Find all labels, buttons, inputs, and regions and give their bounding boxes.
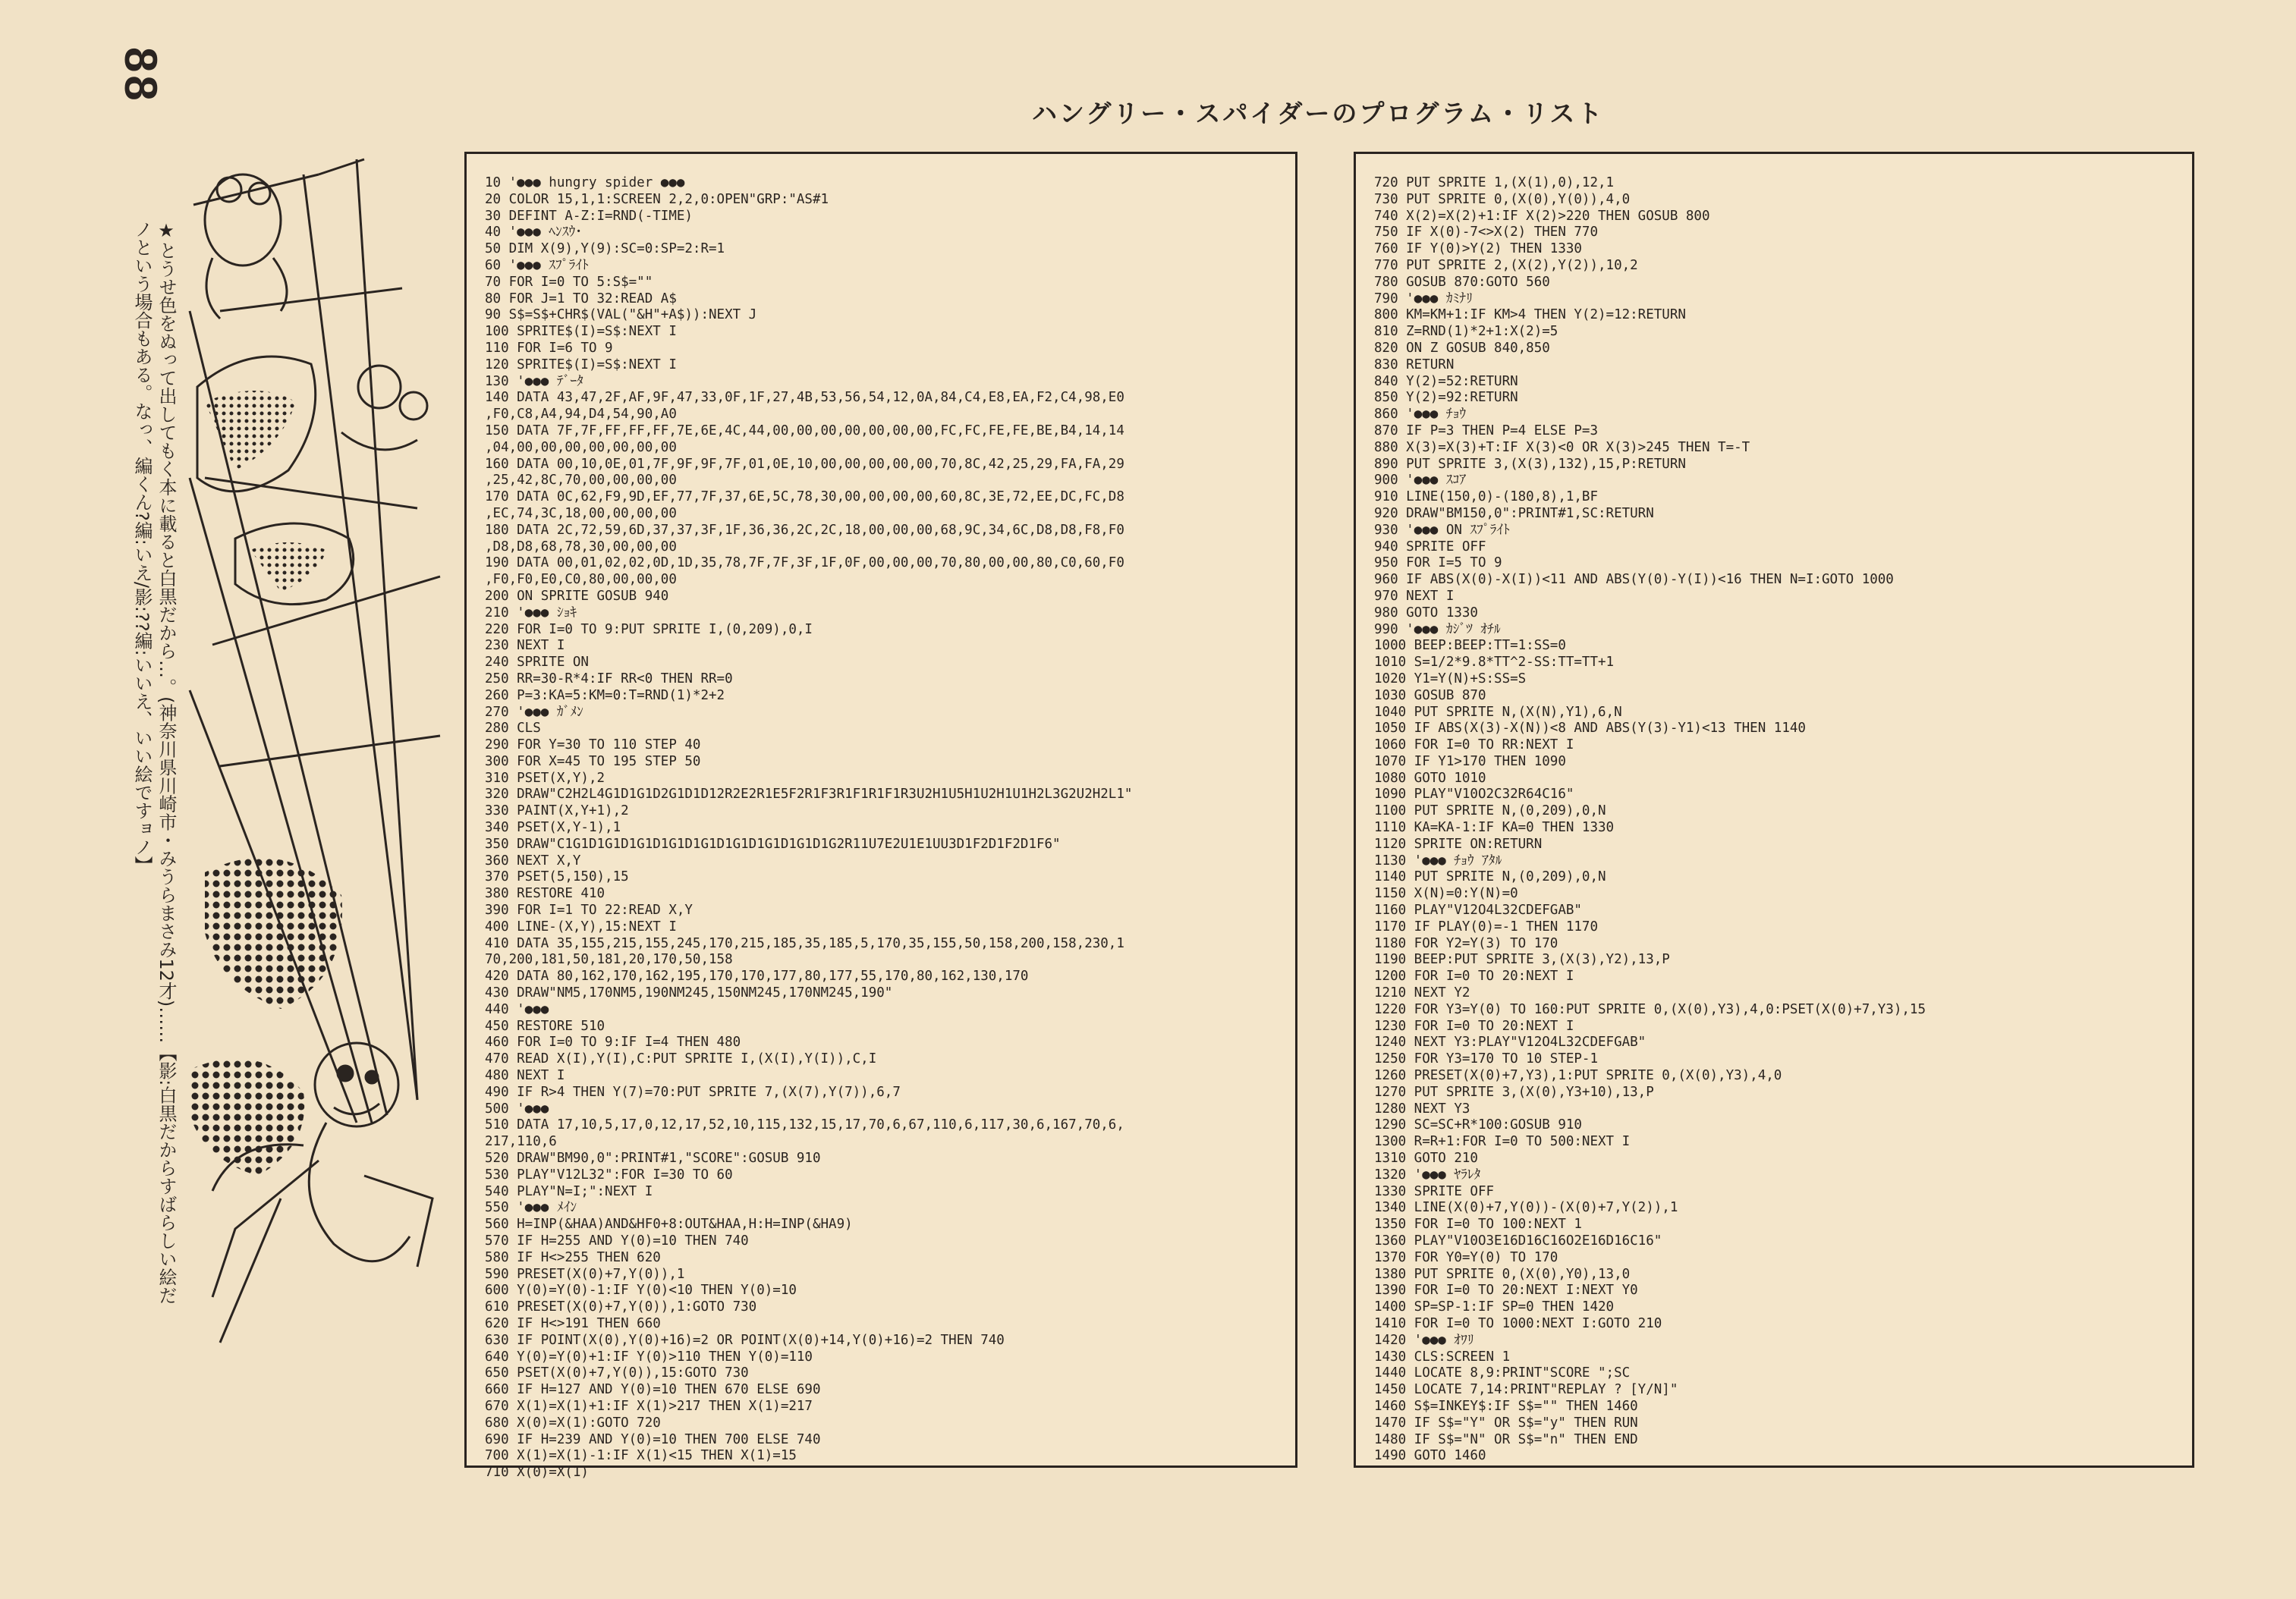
code-line: 10 '●●● hungry spider ●●● — [485, 175, 685, 190]
code-line: 1270 PUT SPRITE 3,(X(0),Y3+10),13,P — [1374, 1084, 1654, 1100]
code-line: 1390 FOR I=0 TO 20:NEXT I:NEXT Y0 — [1374, 1283, 1638, 1299]
code-line: 880 X(3)=X(3)+T:IF X(3)<0 OR X(3)>245 THEN T=-T — [1374, 439, 1750, 455]
code-line: 890 PUT SPRITE 3,(X(3),132),15,P:RETURN — [1374, 456, 1686, 472]
code-line: 450 RESTORE 510 — [485, 1018, 605, 1034]
code-line: 990 '●●● ｶｼﾞﾂ ｵﾁﾙ — [1374, 621, 1501, 637]
code-line: 217,110,6 — [485, 1134, 557, 1150]
code-line: 660 IF H=127 AND Y(0)=10 THEN 670 ELSE 690 — [485, 1382, 821, 1398]
code-line: 60 '●●● ｽﾌﾟﾗｲﾄ — [485, 257, 589, 273]
code-line: 750 IF X(0)-7<>X(2) THEN 770 — [1374, 225, 1599, 240]
code-line: 600 Y(0)=Y(0)-1:IF Y(0)<10 THEN Y(0)=10 — [485, 1283, 797, 1299]
code-line: 470 READ X(I),Y(I),C:PUT SPRITE I,(X(I),Y(I)),C,I — [485, 1051, 877, 1067]
code-line: 70,200,181,50,181,20,170,50,158 — [485, 952, 733, 968]
code-line: 380 RESTORE 410 — [485, 886, 605, 902]
code-line: 1100 PUT SPRITE N,(0,209),0,N — [1374, 803, 1606, 819]
code-line: 700 X(1)=X(1)-1:IF X(1)<15 THEN X(1)=15 — [485, 1448, 797, 1464]
code-line: 1060 FOR I=0 TO RR:NEXT I — [1374, 737, 1574, 753]
spider-cartoon-illustration — [190, 114, 440, 1343]
code-line: 520 DRAW"BM90,0":PRINT#1,"SCORE":GOSUB 910 — [485, 1151, 821, 1167]
code-line: 80 FOR J=1 TO 32:READ A$ — [485, 291, 677, 306]
code-line: 830 RETURN — [1374, 357, 1455, 372]
code-line: 620 IF H<>191 THEN 660 — [485, 1315, 661, 1331]
code-line: 250 RR=30-R*4:IF RR<0 THEN RR=0 — [485, 671, 733, 686]
code-line: 1440 LOCATE 8,9:PRINT"SCORE ";SC — [1374, 1365, 1631, 1381]
code-line: 930 '●●● ON ｽﾌﾟﾗｲﾄ — [1374, 522, 1510, 538]
code-line: 1230 FOR I=0 TO 20:NEXT I — [1374, 1018, 1574, 1034]
code-line: 360 NEXT X,Y — [485, 853, 581, 869]
code-line: 960 IF ABS(X(0)-X(I))<11 AND ABS(Y(0)-Y(I))<16 THEN N=I:GOTO 1000 — [1374, 572, 1894, 588]
code-line: 1330 SPRITE OFF — [1374, 1183, 1495, 1199]
code-line: 1190 BEEP:PUT SPRITE 3,(X(3),Y2),13,P — [1374, 952, 1670, 968]
code-line: 1070 IF Y1>170 THEN 1090 — [1374, 753, 1566, 769]
code-line: 140 DATA 43,47,2F,AF,9F,47,33,0F,1F,27,4B,53,56,54,12,0A,84,C4,E8,EA,F2,C4,98,E0 — [485, 390, 1124, 406]
code-line: 430 DRAW"NM5,170NM5,190NM245,150NM245,170NM245,190" — [485, 985, 893, 1001]
code-line: 320 DRAW"C2H2L4G1D1G1D2G1D1D12R2E2R1E5F2R1F3R1F1R1F1R3U2H1U5H1U2H1U1H2L3G2U2H2L1" — [485, 787, 1133, 803]
code-line: 230 NEXT I — [485, 638, 565, 654]
code-line: 1080 GOTO 1010 — [1374, 770, 1486, 786]
code-line: 480 NEXT I — [485, 1068, 565, 1084]
code-line: 370 PSET(5,150),15 — [485, 869, 629, 885]
code-line: 1160 PLAY"V12O4L32CDEFGAB" — [1374, 903, 1582, 919]
code-line: 810 Z=RND(1)*2+1:X(2)=5 — [1374, 324, 1558, 340]
code-line: 1350 FOR I=0 TO 100:NEXT 1 — [1374, 1217, 1582, 1233]
code-line: ,D8,D8,68,78,30,00,00,00 — [485, 539, 677, 554]
code-line: 1180 FOR Y2=Y(3) TO 170 — [1374, 935, 1558, 951]
code-line: 580 IF H<>255 THEN 620 — [485, 1249, 661, 1265]
code-line: 100 SPRITE$(I)=S$:NEXT I — [485, 324, 677, 340]
code-line: 300 FOR X=45 TO 195 STEP 50 — [485, 753, 701, 769]
code-line: 530 PLAY"V12L32":FOR I=30 TO 60 — [485, 1167, 733, 1183]
code-line: 200 ON SPRITE GOSUB 940 — [485, 588, 669, 604]
code-line: 730 PUT SPRITE 0,(X(0),Y(0)),4,0 — [1374, 191, 1631, 207]
code-line: 210 '●●● ｼｮｷ — [485, 605, 577, 620]
code-line: 1110 KA=KA-1:IF KA=0 THEN 1330 — [1374, 820, 1615, 836]
code-line: ,EC,74,3C,18,00,00,00,00 — [485, 505, 677, 521]
code-line: 310 PSET(X,Y),2 — [485, 770, 605, 786]
code-line: ,25,42,8C,70,00,00,00,00 — [485, 473, 677, 488]
page-title: ハングリー・スパイダーのプログラム・リスト — [1032, 99, 1605, 128]
code-line: 710 X(0)=X(1) — [485, 1465, 589, 1481]
code-line: 160 DATA 00,10,0E,01,7F,9F,9F,7F,01,0E,10,00,00,00,00,00,70,8C,42,25,29,FA,FA,29 — [485, 456, 1124, 472]
code-line: 260 P=3:KA=5:KM=0:T=RND(1)*2+2 — [485, 687, 725, 703]
code-line: 130 '●●● ﾃﾞｰﾀ — [485, 373, 583, 389]
code-line: 1200 FOR I=0 TO 20:NEXT I — [1374, 969, 1574, 985]
code-line: 340 PSET(X,Y-1),1 — [485, 820, 621, 836]
code-line: 1410 FOR I=0 TO 1000:NEXT I:GOTO 210 — [1374, 1315, 1662, 1331]
code-line: 410 DATA 35,155,215,155,245,170,215,185,35,185,5,170,35,155,50,158,200,158,230,1 — [485, 935, 1124, 951]
code-line: 800 KM=KM+1:IF KM>4 THEN Y(2)=12:RETURN — [1374, 307, 1686, 323]
code-line: 220 FOR I=0 TO 9:PUT SPRITE I,(0,209),0,I — [485, 621, 813, 637]
code-line: 1260 PRESET(X(0)+7,Y3),1:PUT SPRITE 0,(X(0),Y3),4,0 — [1374, 1068, 1782, 1084]
code-line: 1280 NEXT Y3 — [1374, 1101, 1470, 1117]
code-line: 920 DRAW"BM150,0":PRINT#1,SC:RETURN — [1374, 505, 1654, 521]
listing-box-left — [464, 152, 1297, 1481]
code-line: 850 Y(2)=92:RETURN — [1374, 390, 1518, 406]
code-line: 1120 SPRITE ON:RETURN — [1374, 836, 1543, 852]
code-line: 90 S$=S$+CHR$(VAL("&H"+A$)):NEXT J — [485, 307, 757, 323]
code-line: 1430 CLS:SCREEN 1 — [1374, 1349, 1511, 1365]
code-line: 590 PRESET(X(0)+7,Y(0)),1 — [485, 1266, 685, 1282]
code-line: 170 DATA 0C,62,F9,9D,EF,77,7F,37,6E,5C,78,30,00,00,00,00,60,8C,3E,72,EE,DC,FC,D8 — [485, 489, 1124, 505]
program-listing-right — [1374, 175, 2184, 1465]
code-line: 1310 GOTO 210 — [1374, 1151, 1478, 1167]
code-line: 900 '●●● ｽｺｱ — [1374, 473, 1467, 488]
code-line: 1050 IF ABS(X(3)-X(N))<8 AND ABS(Y(3)-Y1)<13 THEN 1140 — [1374, 721, 1806, 737]
code-line: 860 '●●● ﾁｮｳ — [1374, 407, 1467, 423]
code-line: 1000 BEEP:BEEP:TT=1:SS=0 — [1374, 638, 1566, 654]
code-line: 670 X(1)=X(1)+1:IF X(1)>217 THEN X(1)=217 — [485, 1398, 813, 1414]
code-line: 770 PUT SPRITE 2,(X(2),Y(2)),10,2 — [1374, 257, 1638, 273]
code-line: 150 DATA 7F,7F,FF,FF,FF,7E,6E,4C,44,00,00,00,00,00,00,00,FC,FC,FE,FE,BE,B4,14,14 — [485, 423, 1124, 438]
code-line: 840 Y(2)=52:RETURN — [1374, 373, 1518, 389]
code-line: ,04,00,00,00,00,00,00,00 — [485, 439, 677, 455]
code-line: 350 DRAW"C1G1D1G1D1G1D1G1D1G1D1G1D1G1D1G1D1G2R11U7E2U1E1UU3D1F2D1F2D1F6" — [485, 836, 1061, 852]
code-line: 1340 LINE(X(0)+7,Y(0))-(X(0)+7,Y(2)),1 — [1374, 1200, 1678, 1216]
code-line: 290 FOR Y=30 TO 110 STEP 40 — [485, 737, 701, 753]
code-line: 610 PRESET(X(0)+7,Y(0)),1:GOTO 730 — [485, 1299, 757, 1315]
code-line: 1360 PLAY"V10O3E16D16C16O2E16D16C16" — [1374, 1233, 1662, 1249]
code-line: 720 PUT SPRITE 1,(X(1),0),12,1 — [1374, 175, 1615, 190]
listing-box-right — [1354, 152, 2194, 1468]
code-line: 1030 GOSUB 870 — [1374, 687, 1486, 703]
code-line: 390 FOR I=1 TO 22:READ X,Y — [485, 903, 693, 919]
code-line: 740 X(2)=X(2)+1:IF X(2)>220 THEN GOSUB 800 — [1374, 208, 1710, 224]
code-line: 490 IF R>4 THEN Y(7)=70:PUT SPRITE 7,(X(7),Y(7)),6,7 — [485, 1084, 901, 1100]
code-line: 1140 PUT SPRITE N,(0,209),0,N — [1374, 869, 1606, 885]
code-line: 690 IF H=239 AND Y(0)=10 THEN 700 ELSE 740 — [485, 1431, 821, 1447]
code-line: 540 PLAY"N=I;":NEXT I — [485, 1183, 653, 1199]
code-line: 420 DATA 80,162,170,162,195,170,170,177,80,177,55,170,80,162,130,170 — [485, 969, 1029, 985]
code-line: 630 IF POINT(X(0),Y(0)+16)=2 OR POINT(X(0)+14,Y(0)+16)=2 THEN 740 — [485, 1332, 1005, 1348]
code-line: 940 SPRITE OFF — [1374, 539, 1486, 554]
code-line: 1300 R=R+1:FOR I=0 TO 500:NEXT I — [1374, 1134, 1631, 1150]
code-line: 270 '●●● ｶﾞﾒﾝ — [485, 704, 583, 720]
code-line: 1010 S=1/2*9.8*TT^2-SS:TT=TT+1 — [1374, 655, 1615, 671]
code-line: 1170 IF PLAY(0)=-1 THEN 1170 — [1374, 919, 1599, 935]
code-line: 1090 PLAY"V10O2C32R64C16" — [1374, 787, 1574, 803]
code-line: 1400 SP=SP-1:IF SP=0 THEN 1420 — [1374, 1299, 1615, 1315]
code-line: 780 GOSUB 870:GOTO 560 — [1374, 274, 1550, 290]
code-line: ,F0,F0,E0,C0,80,00,00,00 — [485, 572, 677, 588]
code-line: ,F0,C8,A4,94,D4,54,90,A0 — [485, 407, 677, 423]
code-line: 1490 GOTO 1460 — [1374, 1448, 1486, 1464]
code-line: 760 IF Y(0)>Y(2) THEN 1330 — [1374, 241, 1582, 257]
code-line: 400 LINE-(X,Y),15:NEXT I — [485, 919, 677, 935]
code-line: 1470 IF S$="Y" OR S$="y" THEN RUN — [1374, 1415, 1638, 1431]
code-line: 870 IF P=3 THEN P=4 ELSE P=3 — [1374, 423, 1599, 438]
code-line: 790 '●●● ｶﾐﾅﾘ — [1374, 291, 1473, 306]
code-line: 460 FOR I=0 TO 9:IF I=4 THEN 480 — [485, 1035, 741, 1051]
code-line: 30 DEFINT A-Z:I=RND(-TIME) — [485, 208, 693, 224]
code-line: 1040 PUT SPRITE N,(X(N),Y1),6,N — [1374, 704, 1622, 720]
code-line: 550 '●●● ﾒｲﾝ — [485, 1200, 577, 1216]
code-line: 1220 FOR Y3=Y(0) TO 160:PUT SPRITE 0,(X(0),Y3),4,0:PSET(X(0)+7,Y3),15 — [1374, 1001, 1926, 1017]
code-line: 1150 X(N)=0:Y(N)=0 — [1374, 886, 1518, 902]
code-line: 110 FOR I=6 TO 9 — [485, 340, 613, 356]
code-line: 1210 NEXT Y2 — [1374, 985, 1470, 1001]
code-line: 1480 IF S$="N" OR S$="n" THEN END — [1374, 1431, 1638, 1447]
code-line: 440 '●●● — [485, 1001, 549, 1017]
code-line: 570 IF H=255 AND Y(0)=10 THEN 740 — [485, 1233, 749, 1249]
code-line: 650 PSET(X(0)+7,Y(0)),15:GOTO 730 — [485, 1365, 749, 1381]
code-line: 950 FOR I=5 TO 9 — [1374, 555, 1502, 571]
code-line: 70 FOR I=0 TO 5:S$="" — [485, 274, 653, 290]
code-line: 1020 Y1=Y(N)+S:SS=S — [1374, 671, 1527, 686]
code-line: 910 LINE(150,0)-(180,8),1,BF — [1374, 489, 1599, 505]
code-line: 20 COLOR 15,1,1:SCREEN 2,2,0:OPEN"GRP:"AS#1 — [485, 191, 829, 207]
code-line: 1290 SC=SC+R*100:GOSUB 910 — [1374, 1117, 1582, 1133]
code-line: 820 ON Z GOSUB 840,850 — [1374, 340, 1550, 356]
code-line: 980 GOTO 1330 — [1374, 605, 1478, 620]
code-line: 970 NEXT I — [1374, 588, 1455, 604]
code-line: 1450 LOCATE 7,14:PRINT"REPLAY ? [Y/N]" — [1374, 1382, 1678, 1398]
code-line: 560 H=INP(&HAA)AND&HF0+8:OUT&HAA,H:H=INP(&HA9) — [485, 1217, 853, 1233]
program-listing-left — [485, 175, 1288, 1481]
code-line: 50 DIM X(9),Y(9):SC=0:SP=2:R=1 — [485, 241, 725, 257]
code-line: 640 Y(0)=Y(0)+1:IF Y(0)>110 THEN Y(0)=110 — [485, 1349, 813, 1365]
code-line: 510 DATA 17,10,5,17,0,12,17,52,10,115,132,15,17,70,6,67,110,6,117,30,6,167,70,6, — [485, 1117, 1124, 1133]
reader-comment: ★とうせ色をぬって出してもく本に載ると白黒だから…。(神奈川県川崎市・みうらまさみ12才)……【影:白黒だからすばらしい絵だノという場合もある。なっ、編くん?編:いえ/影:??編:いいえ、いい絵ですョノ】 — [131, 220, 177, 1305]
code-line: 1370 FOR Y0=Y(0) TO 170 — [1374, 1249, 1558, 1265]
page-number: 88 — [115, 47, 166, 104]
code-line: 240 SPRITE ON — [485, 655, 589, 671]
code-line: 330 PAINT(X,Y+1),2 — [485, 803, 629, 819]
code-line: 180 DATA 2C,72,59,6D,37,37,3F,1F,36,36,2C,2C,18,00,00,00,68,9C,34,6C,D8,D8,F8,F0 — [485, 522, 1124, 538]
code-line: 1380 PUT SPRITE 0,(X(0),Y0),13,0 — [1374, 1266, 1631, 1282]
code-line: 1130 '●●● ﾁｮｳ ｱﾀﾙ — [1374, 853, 1502, 869]
code-line: 1420 '●●● ｵﾜﾘ — [1374, 1332, 1474, 1348]
code-line: 1250 FOR Y3=170 TO 10 STEP-1 — [1374, 1051, 1599, 1067]
code-line: 1460 S$=INKEY$:IF S$="" THEN 1460 — [1374, 1398, 1638, 1414]
code-line: 40 '●●● ﾍﾝｽｳ･ — [485, 225, 583, 240]
code-line: 680 X(0)=X(1):GOTO 720 — [485, 1415, 661, 1431]
code-line: 500 '●●● — [485, 1101, 549, 1117]
code-line: 280 CLS — [485, 721, 541, 737]
code-line: 120 SPRITE$(I)=S$:NEXT I — [485, 357, 677, 372]
code-line: 190 DATA 00,01,02,02,0D,1D,35,78,7F,7F,3F,1F,0F,00,00,00,70,80,00,00,80,C0,60,F0 — [485, 555, 1124, 571]
code-line: 1240 NEXT Y3:PLAY"V12O4L32CDEFGAB" — [1374, 1035, 1647, 1051]
code-line: 1320 '●●● ﾔﾗﾚﾀ — [1374, 1167, 1481, 1183]
